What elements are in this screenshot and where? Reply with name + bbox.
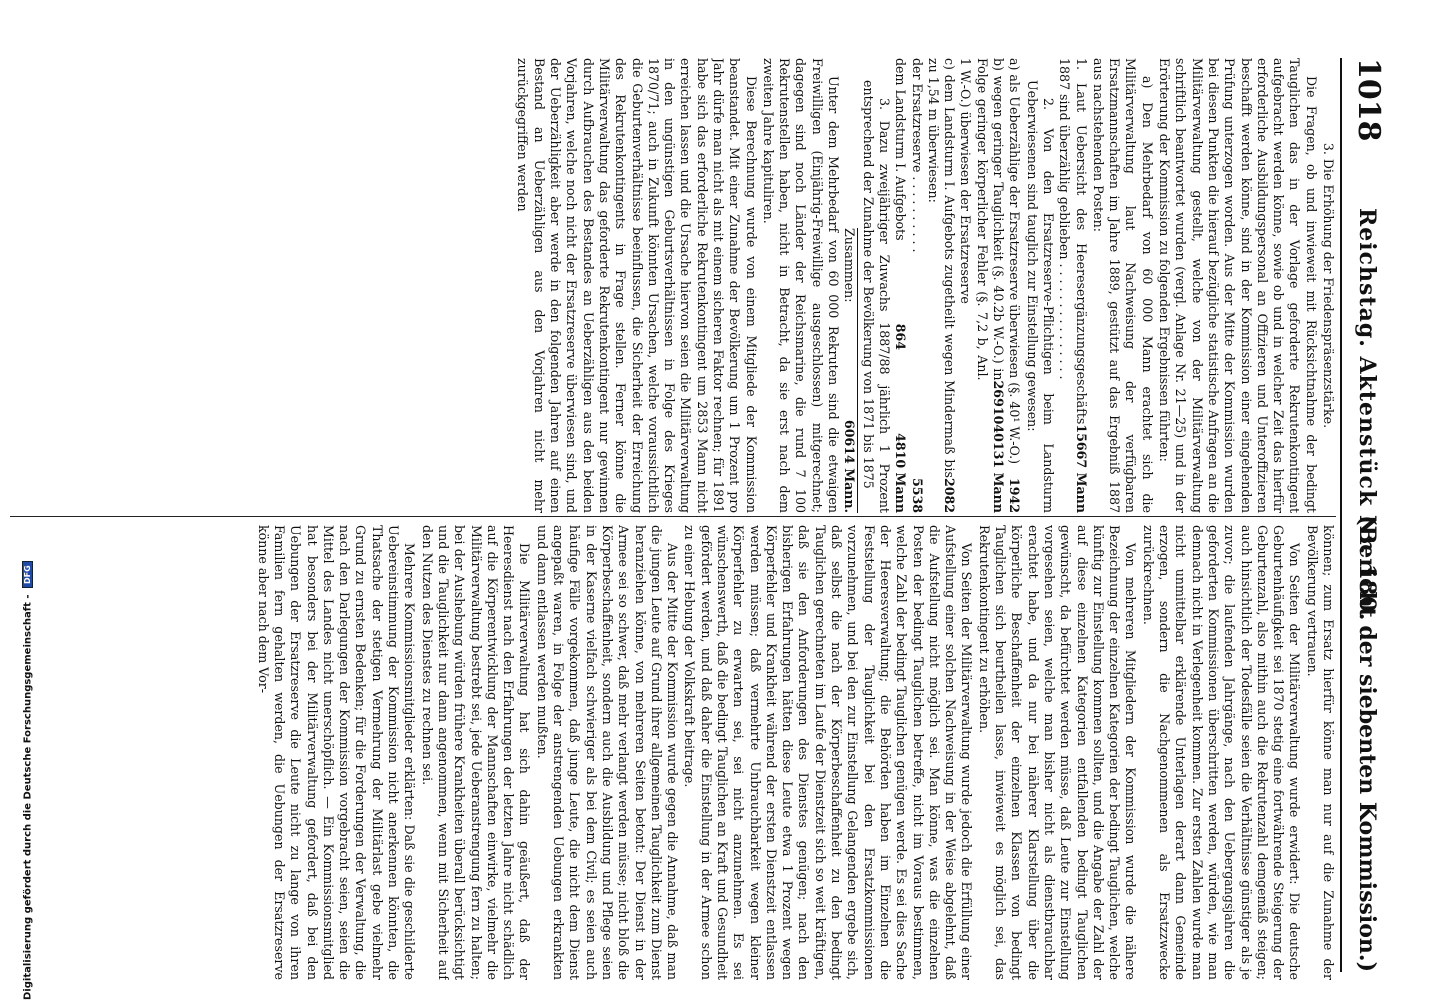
paragraph: Von Seiten der Militärverwaltung wurde erwidert: Die deutsche Geburtenhäufigkeit sei 1870 stetig eine fortwährende Steigerung der Geburtenzahl, also mithin auch die Rekrutenzahl demgemäß steigen; auch hinsichtlich der Todesfälle seien die Verhältnisse günstiger als je zuvor; die laufenden Jahrgänge, nach den Uebergangsjahren die geforderten Kommissionen überschritten werden, würden, wie man demnach nicht in Verlegenheit kommen. Zur ersten Zahlen wurde man nicht unmittelbar erklärende Unterlagen derart dann Gemeinde erzogen, sondern die Nachgenommenen als Ersatzzwecke zurückrechnen. [1140,525,1303,980]
list-item-value: 26910 [991,380,1007,425]
list-item-value: 1942 [1007,477,1023,513]
paragraph: Die Militärverwaltung hat sich dahin geäußert, daß der Heeresdienst nach den Erfahrungen der letzten Jahre nicht schädlich auf die Körperentwicklung der Mannschaften einwirke, vielmehr die Militärverwaltung bestrebt sei, jede Ueberanstrengung fern zu halten; bei der Aushebung würden frühere Krankheiten überall berücksichtigt und die Tauglichkeit nur dann angenommen, wenn mit Sicherheit auf den Nutzen des Dienstes zu rechnen sei. [419,525,533,980]
paragraph: können; zum Ersatz hierfür könne man nur auf die Zunahme der Bevölkerung vertrauen. [1304,525,1336,980]
sum-label: Zusammen: [842,228,858,303]
page-number: 1018 [1351,58,1386,142]
header-rule [1340,58,1342,972]
paragraph: Diese Berechnung wurde von einem Mitgliede der Kommission beanstandet. Mit einer Zunahme der Bevölkerung um 1 Prozent pro Jahr dürfe man nicht als mit einem sicheren Faktor rechnen; für 1891 habe sich das erforderliche Rekrutenkontingent um 2853 Mann nicht erreichen lassen und die Ursache hiervon seien die Militärverwaltung in den ungünstigen Geburtsverhältnissen in Folge des Krieges 1870/71; auch in Zukunft könnten Ursachen, welche voraussichtlich die Geburtenverhältnisse beeinflussen, die Sicherheit der Erreichung des Rekrutenkontingents in Frage stellen. Ferner könne die Militärverwaltung das geforderte Rekrutenkontingent nur gewinnen durch Aufbrauchen des Bestandes an Ueberzähligen aus den beiden Vorjahren, welche noch nicht der Ersatzreserve überwiesen sind, und der Ueberzähligkeit aber werde in den folgenden Jahren auf einen Bestand an Ueberzähligen aus den Vorjahren nicht mehr zurückgegriffen werden [515,58,759,513]
footer-text-wrap [22,561,34,1000]
paragraph: Die Fragen, ob und inwieweit mit Rücksichtnahme der bedingt Tauglichen das in der Vorlage geforderte Rekrutenkontingent aufgebracht werden könne, sowie ob und in welcher Zeit das hierfür erforderliche Ausbildungspersonal an Offizieren und Unteroffizieren beschafft werden könne, sind in der Kommission einer eingehenden Prüfung unterzogen worden. Aus der Mitte der Kommission wurden bei diesen Punkten die hierauf bezügliche statistische Anfragen an die Militärverwaltung gestellt, welche von der Militärverwaltung schriftlich beantwortet wurden (vergl. Anlage Nr. 21—25) und in der Erörterung der Kommission zu folgenden Ergebnissen führten: [1157,58,1319,513]
list-item: 2. Von den Ersatzreserve-Pflichtigen beim Landsturm Ueberwiesenen sind tauglich zur Einstellung gewesen: [1024,80,1056,513]
list-item [1006,58,1022,513]
paragraph: Unter dem Mehrbedarf von 60 000 Rekruten sind die etwaigen Freiwilligen (Einjährig-Freiwillige ausgeschlossen) mitgerechnet; dagegen sind noch Länder der Reichsmarine, die rund 7 100 Rekrutenstellen haben, nicht in Betracht, da sie erst nach dem zweiten Jahre kapituliren. [760,58,842,513]
list-item-value: 5538 [909,477,925,513]
list-item-value: 15667 Mann [1073,424,1089,513]
list-item-text: 1. Laut Uebersicht des Heeresergänzungsgeschäfts 1887 sind überzählig geblieben . . . . . . . . . . . . . . . [1057,58,1089,425]
list-item [892,58,908,513]
header-title: Reichstag. Aktenstück Nr. 180. [1354,208,1380,622]
list-item-text: b) wegen geringer Tauglichkeit (§. 40.2b W.-O.) in Folge geringer körperlicher Fehler (§. 7,2 b, Anl. 1 W.-O.) überwiesen der Ersatzreserve [958,58,1007,381]
list-item: 3. Dazu zweijähriger Zuwachs 1887/88 jährlich 1 Prozent entsprechend der Zunahme der Bevölkerung von 1871 bis 1875 [860,80,892,513]
list-item-total: 4810 Mann [893,433,909,513]
paragraph: Aus der Mitte der Kommission wurde gegen die Annahme, daß man die jungen Leute auf Grund ihrer allgemeinen Tauglichkeit zum Dienst heranziehen könne, von mehreren Seiten betont: Der Dienst in der Armee sei so schwer, daß mehr verlangt werden müsse; nicht bloß die Körperbeschaffenheit, sondern auch die Ausbildung und Pflege seien in der Kaserne vielfach schwieriger als bei dem Civil; es seien auch häufige Fälle vorgekommen, daß junge Leute, die nicht dem Dienst angepaßt waren, in Folge der anstrengenden Uebungen erkrankten und dann entlassen werden mußten. [534,525,681,980]
sum-value: 60614 Mann. [842,420,858,513]
paragraph: Von Seiten der Militärverwaltung wurde jedoch die Erfüllung einer Aufstellung einer solchen Nachweisung in der Weise abgelehnt, daß die Aufstellung nicht möglich sei. Man könne, was die einzelnen Posten der bedingt Tauglichen betreffe, nicht im Voraus bestimmen, welche Zahl der bedingt Tauglichen genügen werde. Es sei dies Sache der Heeresverwaltung; die Behörden haben im Einzelnen die Feststellung der Tauglichkeit bei den Ersatzkommissionen vorzunehmen, und bei den zur Einstellung Gelangenden ergebe sich, daß selbst die nach der Körperbeschaffenheit zu den bedingt Tauglichen gerechneten im Laufe der Dienstzeit sich so weit kräftigen, daß sie den Anforderungen des Dienstes genügen; nach den bisherigen Erfahrungen hätten diese Leute etwa 1 Prozent wegen Körperfehler und Krankheit während der ersten Dienstzeit entlassen werden müssen; daß vermehrte Unbrauchbarkeit wegen kleiner Körperfehler zu erwarten sei, sei nicht anzunehmen. Es sei wünschenswerth, daß die bedingt Tauglichen an Kraft und Gesundheit gefördert werden, und daß daher die Einstellung in der Armee schon zu einer Hebung der Volkskraft beitrage. [682,525,975,980]
list-item-text: dem Landsturm I. Aufgebots [893,58,909,241]
paragraph: Mehrere Kommissionsmitglieder erklärten: Daß sie die geschilderte Uebereinstimmung der Kommission nicht anerkennen könnten, die Thatsache der stetigen Vermehrung der Militärlast gebe vielmehr Grund zu ernsten Bedenken; für die Forderungen der Verwaltung, die nach den Darlegungen der Kommission vorgebracht seien, seien die Mittel des Landes nicht unerschöpflich. — Ein Kommissionsmitglied hat besonders bei der Militärverwaltung gefordert, daß bei den Uebungen der Ersatzreserve die Leute nicht zu lange von ihren Familien fern gehalten werden, die Uebungen der Ersatzreserve könne aber nach dem Vor- [255,525,418,980]
paragraph: Von mehreren Mitgliedern der Kommission wurde die nähere Bezeichnung der einzelnen Kategorien der bedingt Tauglichen, welche künftig zur Einstellung kommen sollten, und die Angabe der Zahl der auf diese einzelnen Kategorien entfallenden bedingt Tauglichen gewünscht, da befürchtet werden müsse, daß Leute zur Einstellung vorgesehen seien, welche man bisher nicht als dienstbrauchbar erachtet habe, und da nur bei näherer Klarstellung über die körperliche Beschaffenheit der einzelnen Klassen von bedingt Tauglichen sich beurtheilen lasse, inwieweit es möglich sei, das Rekrutenkontingent zu erhöhen. [976,525,1139,980]
list-item-text: der Ersatzreserve . . . . . . . . . . [909,58,925,253]
left-column [8,58,1336,513]
list-item [957,58,1006,513]
list-item-total: 40131 Mann [991,424,1007,513]
list-item-value: 864 [893,323,909,351]
column-divider [10,516,1336,517]
header-subtitle: (Bericht der siebenten Kommission.) [1354,515,1380,972]
digitization-footer [0,0,34,1000]
list-item [925,58,958,513]
right-column [8,525,1336,980]
list-item [908,58,924,513]
sum-row [841,228,858,513]
page-header [1346,58,1386,972]
list-item-text: c) dem Landsturm I. Aufgebots zugetheilt wegen Mindermaß bis zu 1,54 m überwiesen: [925,58,958,478]
footer-text: Digitalisierung gefördert durch die Deutsche Forschungsgemeinschaft - [22,594,34,1000]
list-item-value: 2082 [942,477,958,513]
dfg-logo: DFG [22,561,33,588]
section-heading: 3. Die Erhöhung der Friedenspräsenzstärke. [1321,142,1336,429]
paragraph: a) Den Mehrbedarf von 60 000 Mann erachtet sich die Militärverwaltung laut Nachweisung der verfügbaren Ersatzmannschaften im Jahre 1889, gestützt auf das Ergebniß 1887 aus nachstehenden Posten: [1090,58,1155,513]
list-item-text: a) als Ueberzählige der Ersatzreserve überwiesen (§. 40¹ W.-O.) [1007,58,1023,464]
list-item [1056,58,1089,513]
